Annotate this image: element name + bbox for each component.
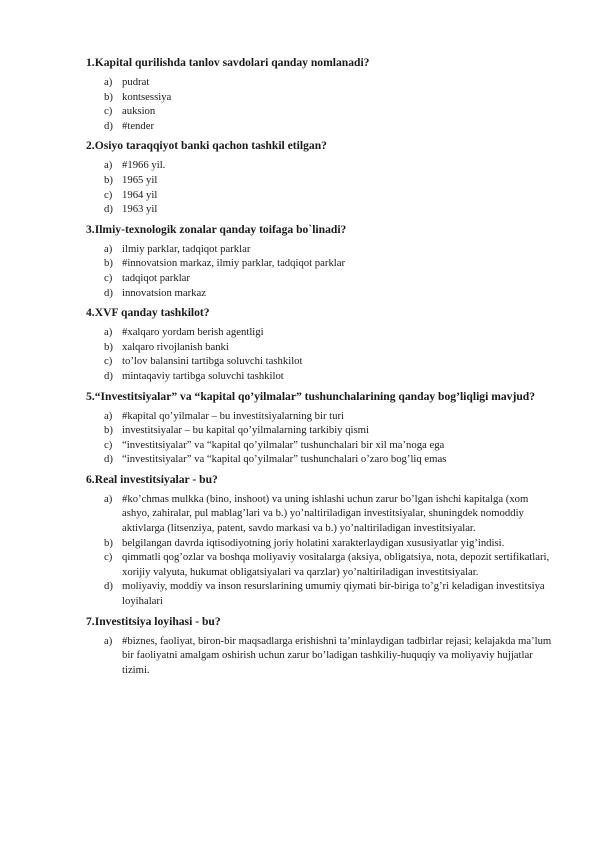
question-title: 4.XVF qanday tashkilot?: [86, 306, 210, 320]
option-list: [86, 158, 556, 216]
option-text: 1964 yil: [122, 188, 158, 201]
option-letter: c): [104, 551, 113, 564]
question-title: 2.Osiyo taraqqiyot banki qachon tashkil etilgan?: [86, 139, 327, 153]
option-letter: d): [104, 286, 113, 299]
option-list: [86, 325, 556, 383]
option-text: xalqaro rivojlanish banki: [122, 340, 229, 353]
option-d: [86, 119, 556, 134]
option-b: [86, 340, 556, 355]
option-a: [86, 158, 556, 173]
option-letter: d): [104, 119, 113, 132]
option-b: [86, 423, 556, 438]
option-letter: c): [104, 355, 113, 368]
option-text: mintaqaviy tartibga soluvchi tashkilot: [122, 369, 284, 382]
option-text: 1965 yil: [122, 173, 158, 186]
option-a: [86, 409, 556, 424]
option-list: [86, 75, 556, 133]
option-text: #ko’chmas mulkka (bino, inshoot) va uning ishlashi uchun zarur bo’lgan ishchi kapitalga (xom ashyo, zahiralar, pul mablag’lari va b.) yo’naltiriladigan investitsiyalar, shuningdek nomoddiy aktivlarga (litsenziya, patent, savdo markasi va b.) yo’naltiriladigan investitsiyalar.: [122, 492, 529, 535]
option-text: innovatsion markaz: [122, 286, 206, 299]
option-b: [86, 173, 556, 188]
option-text: 1963 yil: [122, 203, 158, 216]
question-2: [86, 138, 556, 216]
option-text: #biznes, faoliyat, biron-bir maqsadlarga erishishni ta’minlaydigan tadbirlar rejasi; kelajakda ma’lum bir faoliyatni amalgam oshirish uchun zarur bo’ladigan tashkiliy-huquqiy va moliyaviy hujjatlar tizimi.: [122, 634, 552, 676]
option-letter: d): [104, 580, 113, 593]
option-letter: d): [104, 203, 113, 216]
option-a: [86, 75, 556, 90]
option-c: [86, 354, 556, 369]
option-letter: a): [104, 326, 113, 339]
option-c: [86, 104, 556, 119]
option-text: pudrat: [122, 76, 150, 88]
option-d: [86, 579, 556, 608]
option-a: [86, 325, 556, 340]
option-text: to’lov balansini tartibga soluvchi tashkilot: [122, 355, 303, 368]
question-title: 5.“Investitsiyalar” va “kapital qo’yilmalar” tushunchalarining qanday bog’liqligi mavjud?: [86, 389, 536, 403]
option-list: [86, 409, 556, 467]
option-text: #tender: [122, 119, 155, 132]
option-text: “investitsiyalar” va “kapital qo’yilmalar” tushunchalari bir xil ma’noga ega: [122, 438, 445, 451]
option-letter: a): [104, 159, 113, 172]
question-title: 3.Ilmiy-texnologik zonalar qanday toifaga bo`linadi?: [86, 222, 347, 236]
option-letter: b): [104, 340, 113, 353]
option-a: [86, 634, 556, 678]
option-a: [86, 492, 556, 536]
option-letter: a): [104, 409, 113, 422]
option-text: belgilangan davrda iqtisodiyotning joriy holatini xarakterlaydigan xususiyatlar yig’indisi.: [122, 536, 505, 549]
option-list: [86, 242, 556, 300]
option-letter: b): [104, 90, 113, 103]
option-letter: a): [104, 76, 113, 88]
option-c: [86, 271, 556, 286]
option-letter: a): [104, 242, 113, 255]
option-letter: b): [104, 536, 113, 549]
question-1: [86, 55, 556, 133]
option-text: investitsiyalar – bu kapital qo’yilmalarning tarkibiy qismi: [122, 424, 369, 437]
option-text: moliyaviy, moddiy va inson resurslarining umumiy qiymati bir-biriga to’g’ri keladigan investitsiya loyihalari: [122, 580, 545, 608]
option-text: tadqiqot parklar: [122, 271, 190, 284]
option-text: #1966 yil.: [122, 159, 166, 172]
option-d: [86, 202, 556, 217]
option-letter: d): [104, 453, 113, 466]
option-letter: d): [104, 369, 113, 382]
option-list: [86, 492, 556, 609]
question-7: [86, 614, 556, 678]
option-text: ilmiy parklar, tadqiqot parklar: [122, 242, 251, 255]
question-title: 7.Investitsiya loyihasi - bu?: [86, 614, 221, 628]
option-letter: b): [104, 424, 113, 437]
option-text: #kapital qo’yilmalar – bu investitsiyalarning bir turi: [122, 409, 345, 422]
question-5: [86, 389, 556, 467]
option-d: [86, 452, 556, 467]
option-b: [86, 90, 556, 105]
option-text: auksion: [122, 105, 156, 118]
option-letter: c): [104, 438, 113, 451]
option-letter: a): [104, 634, 113, 647]
option-c: [86, 550, 556, 579]
option-d: [86, 369, 556, 384]
option-list: [86, 634, 556, 678]
option-c: [86, 188, 556, 203]
option-letter: c): [104, 188, 113, 201]
option-text: “investitsiyalar” va “kapital qo’yilmalar” tushunchalari o’zaro bog’liq emas: [122, 453, 447, 466]
option-text: kontsessiya: [122, 90, 172, 103]
option-b: [86, 536, 556, 551]
option-letter: a): [104, 492, 113, 505]
test-document: [86, 55, 556, 682]
option-letter: b): [104, 257, 113, 270]
option-b: [86, 256, 556, 271]
question-title: 6.Real investitsiyalar - bu?: [86, 472, 218, 486]
question-3: [86, 222, 556, 300]
option-d: [86, 286, 556, 301]
question-title: 1.Kapital qurilishda tanlov savdolari qanday nomlanadi?: [86, 56, 370, 69]
option-letter: c): [104, 105, 113, 118]
option-letter: c): [104, 271, 113, 284]
option-text: qimmatli qog’ozlar va boshqa moliyaviy vositalarga (aksiya, obligatsiya, nota, depozit sertifikatlari, xorijiy valyuta, hukumat obligatsiyalari va qarzlar) yo’naltiriladigan investitsiyalar.: [122, 551, 550, 578]
option-text: #xalqaro yordam berish agentligi: [122, 326, 264, 339]
option-a: [86, 242, 556, 257]
option-letter: b): [104, 173, 113, 186]
question-4: [86, 305, 556, 383]
option-c: [86, 438, 556, 453]
option-text: #innovatsion markaz, ilmiy parklar, tadqiqot parklar: [122, 257, 346, 270]
question-6: [86, 472, 556, 609]
